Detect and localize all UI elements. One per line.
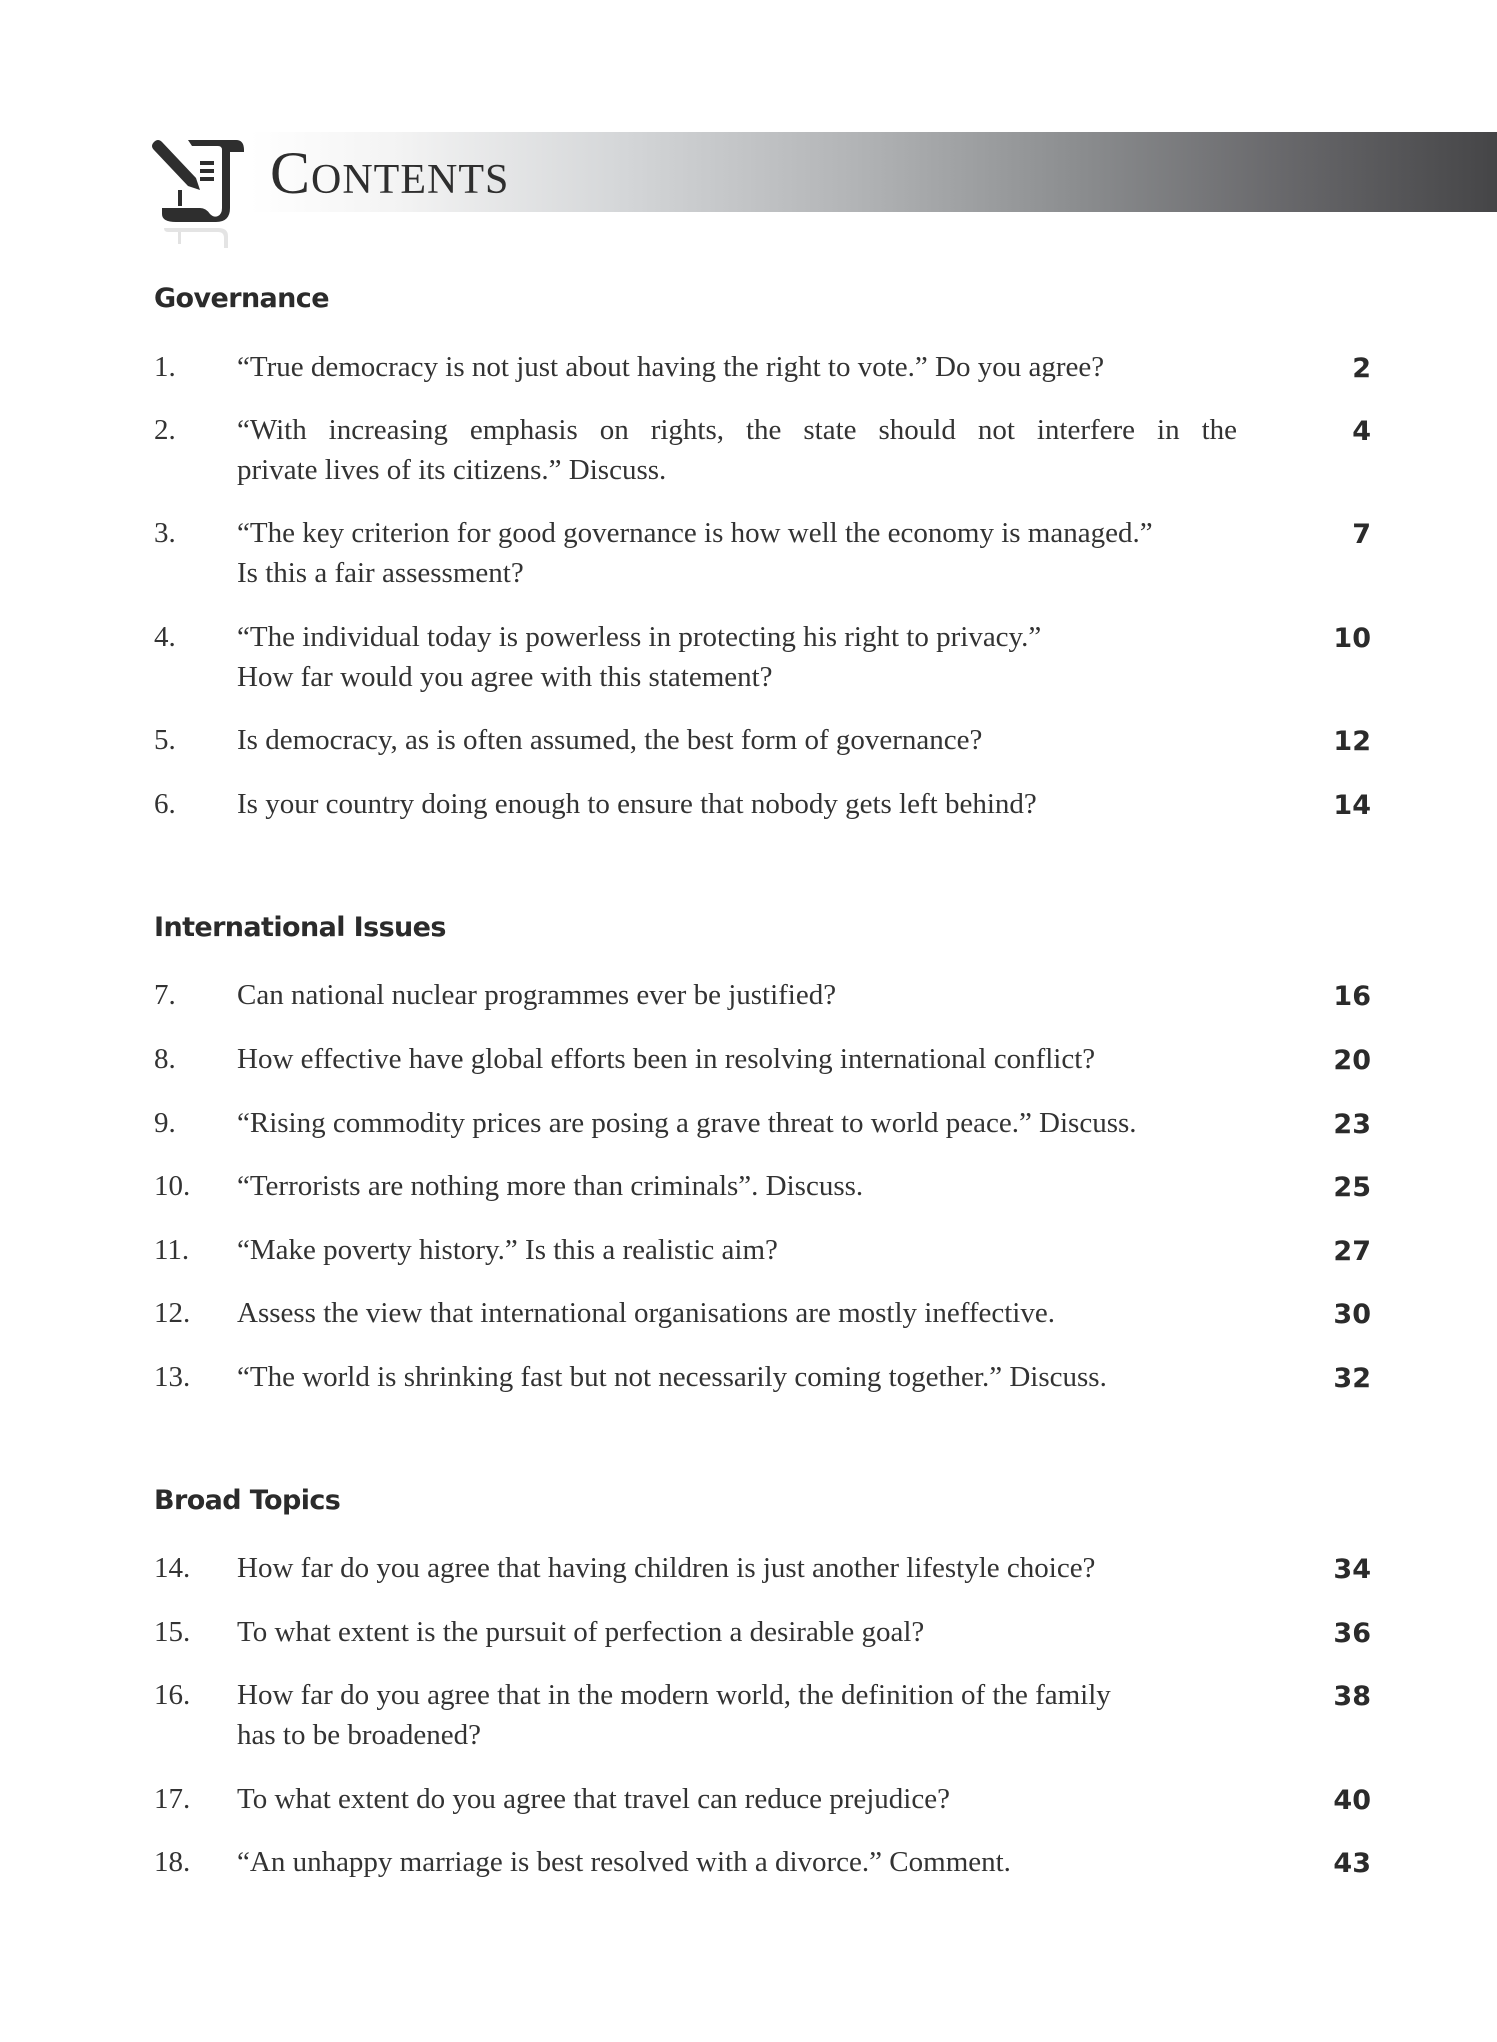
- section-heading-governance: Governance: [154, 283, 329, 314]
- scroll-pen-icon: [148, 128, 248, 248]
- entry-title: “Terrorists are nothing more than criminals”. Discuss.: [237, 1170, 864, 1202]
- entry-number: 17.: [154, 1783, 191, 1815]
- entry-title: To what extent do you agree that travel can reduce prejudice?: [237, 1783, 950, 1815]
- entry-number: 6.: [154, 788, 176, 820]
- section-heading-broad-topics: Broad Topics: [154, 1485, 341, 1516]
- entry-title: “With increasing emphasis on rights, the state should not interfere in the private lives of its citizens.” Discuss.: [237, 414, 1237, 486]
- entry-number: 8.: [154, 1043, 176, 1075]
- entry-page-number: 2: [1352, 353, 1371, 384]
- entry-number: 11.: [154, 1234, 190, 1266]
- entry-number: 1.: [154, 351, 176, 383]
- entry-page-number: 32: [1333, 1363, 1371, 1394]
- entry-page-number: 12: [1333, 726, 1371, 757]
- entry-number: 10.: [154, 1170, 191, 1202]
- entry-title: “The individual today is powerless in protecting his right to privacy.” How far would you agree with this statement?: [237, 621, 1042, 693]
- entry-title: Assess the view that international organisations are mostly ineffective.: [237, 1297, 1055, 1329]
- entry-page-number: 36: [1333, 1618, 1371, 1649]
- entry-number: 2.: [154, 414, 176, 446]
- entry-title: “Rising commodity prices are posing a grave threat to world peace.” Discuss.: [237, 1107, 1137, 1139]
- entry-number: 12.: [154, 1297, 191, 1329]
- entry-page-number: 7: [1352, 519, 1371, 550]
- entry-title: “Make poverty history.” Is this a realistic aim?: [237, 1234, 778, 1266]
- entry-page-number: 27: [1333, 1236, 1371, 1267]
- entry-number: 18.: [154, 1846, 191, 1878]
- entry-page-number: 25: [1333, 1172, 1371, 1203]
- entry-number: 5.: [154, 724, 176, 756]
- entry-title: Is democracy, as is often assumed, the best form of governance?: [237, 724, 983, 756]
- entry-page-number: 23: [1333, 1109, 1371, 1140]
- entry-title: “True democracy is not just about having the right to vote.” Do you agree?: [237, 351, 1105, 383]
- entry-title: How effective have global efforts been in resolving international conflict?: [237, 1043, 1096, 1075]
- entry-number: 4.: [154, 621, 176, 653]
- page-title: Contents: [270, 140, 510, 206]
- entry-title: Can national nuclear programmes ever be justified?: [237, 979, 837, 1011]
- entry-title: “An unhappy marriage is best resolved with a divorce.” Comment.: [237, 1846, 1011, 1878]
- section-heading-international-issues: International Issues: [154, 912, 446, 943]
- entry-number: 7.: [154, 979, 176, 1011]
- entry-page-number: 43: [1333, 1848, 1371, 1879]
- entry-page-number: 10: [1333, 623, 1371, 654]
- entry-number: 3.: [154, 517, 176, 549]
- entry-page-number: 20: [1333, 1045, 1371, 1076]
- entry-number: 9.: [154, 1107, 176, 1139]
- entry-page-number: 14: [1333, 790, 1371, 821]
- entry-title: “The key criterion for good governance is how well the economy is managed.” Is this a fair assessment?: [237, 517, 1153, 589]
- entry-number: 15.: [154, 1616, 191, 1648]
- entry-page-number: 34: [1333, 1554, 1371, 1585]
- entry-number: 16.: [154, 1679, 191, 1711]
- entry-title: Is your country doing enough to ensure that nobody gets left behind?: [237, 788, 1037, 820]
- entry-title: “The world is shrinking fast but not necessarily coming together.” Discuss.: [237, 1361, 1107, 1393]
- entry-number: 14.: [154, 1552, 191, 1584]
- entry-title: How far do you agree that in the modern world, the definition of the family has to be broadened?: [237, 1679, 1111, 1751]
- entry-page-number: 38: [1333, 1681, 1371, 1712]
- entry-page-number: 4: [1352, 416, 1371, 447]
- entry-number: 13.: [154, 1361, 191, 1393]
- entry-page-number: 40: [1333, 1785, 1371, 1816]
- entry-page-number: 16: [1333, 981, 1371, 1012]
- entry-title: How far do you agree that having children is just another lifestyle choice?: [237, 1552, 1096, 1584]
- entry-title: To what extent is the pursuit of perfection a desirable goal?: [237, 1616, 925, 1648]
- entry-page-number: 30: [1333, 1299, 1371, 1330]
